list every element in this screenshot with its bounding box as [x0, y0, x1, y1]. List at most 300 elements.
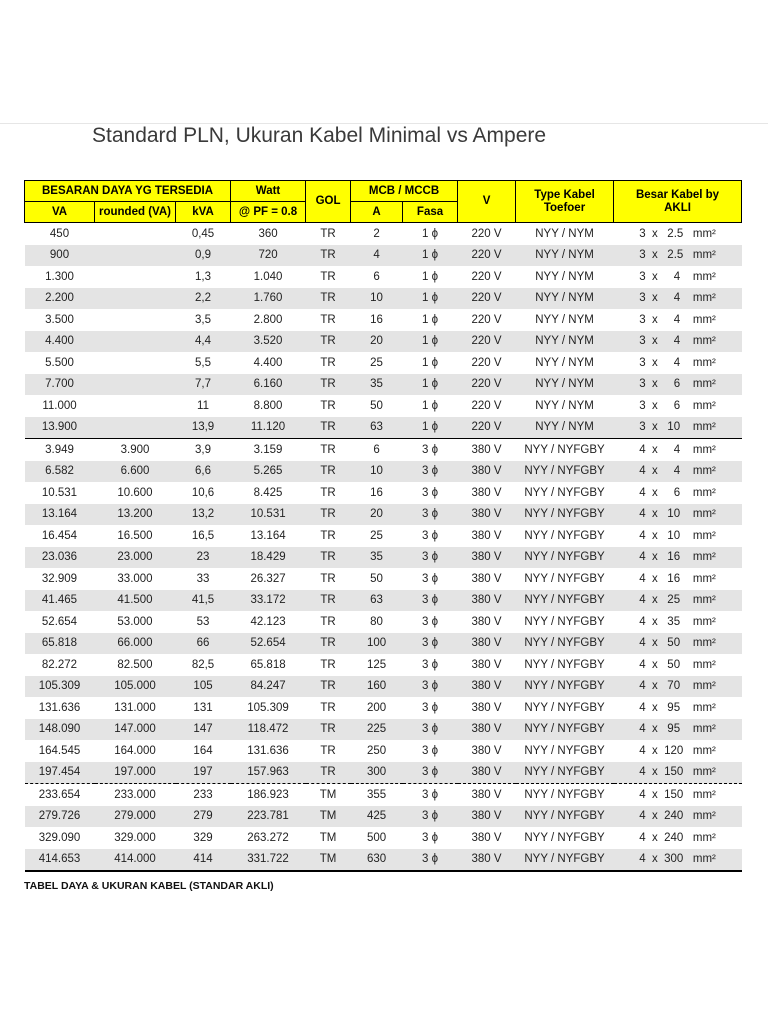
cell-kva: 11: [197, 399, 209, 412]
cell-kva: 279: [176, 806, 231, 828]
cell-type: NYY / NYFGBY: [516, 784, 614, 806]
cell-fasa: 3 ϕ: [403, 439, 458, 461]
cell-gol: TR: [320, 227, 336, 240]
cell-kva: 233: [176, 784, 231, 806]
cell-v: 220 V: [471, 270, 502, 283]
header-kva: kVA: [176, 202, 231, 223]
cell-v: 380 V: [458, 676, 516, 698]
cell-kva: 0,9: [176, 245, 231, 267]
cell-kva: 7,7: [176, 374, 231, 396]
cell-gol: TR: [306, 331, 351, 353]
cell-rounded: 197.000: [95, 762, 176, 784]
cell-kva: 5,5: [195, 356, 212, 369]
cell-type: NYY / NYM: [516, 331, 614, 353]
cell-rounded: 53.000: [117, 615, 153, 628]
cell-watt: 3.159: [231, 439, 306, 461]
cell-watt: 331.722: [231, 849, 306, 872]
cell-fasa: 3 ϕ: [422, 615, 439, 628]
cell-a: 4: [351, 245, 403, 267]
cell-a: 63: [351, 417, 403, 439]
table-row: [25, 697, 742, 719]
cell-fasa: 3 ϕ: [403, 504, 458, 526]
table-row: [25, 525, 742, 547]
cell-v: 380 V: [458, 719, 516, 741]
cell-rounded: 329.000: [114, 831, 156, 844]
cell-size: 4 x 16 mm²: [639, 572, 716, 585]
cell-rounded: [95, 374, 176, 396]
cell-size: 4 x 10 mm²: [639, 529, 716, 542]
cell-rounded: 131.000: [114, 701, 156, 714]
cell-v: 380 V: [471, 744, 502, 757]
cell-watt: 1.040: [253, 270, 283, 283]
cell-va: 6.582: [25, 461, 95, 483]
cell-watt: 33.172: [231, 590, 306, 612]
cell-rounded: [95, 288, 176, 310]
cell-watt: 263.272: [247, 831, 289, 844]
cell-v: 380 V: [471, 486, 502, 499]
cell-va: 1.300: [45, 270, 74, 283]
cell-type: NYY / NYFGBY: [516, 806, 614, 828]
cell-type: NYY / NYM: [516, 417, 614, 439]
cell-type: NYY / NYM: [516, 374, 614, 396]
header-type-kabel: Type Kabel Toefoer: [516, 181, 614, 223]
cell-kva: 13,9: [176, 417, 231, 439]
cell-fasa: 3 ϕ: [403, 676, 458, 698]
cell-type: NYY / NYFGBY: [516, 547, 614, 569]
cell-rounded: 105.000: [95, 676, 176, 698]
cell-watt: 2.800: [253, 313, 283, 326]
cell-va: 329.090: [38, 831, 81, 844]
cell-fasa: 1 ϕ: [403, 331, 458, 353]
cell-va: 2.200: [25, 288, 95, 310]
cell-a: 20: [351, 504, 403, 526]
table-row: [25, 654, 742, 676]
cell-kva: 3,9: [176, 439, 231, 461]
cell-va: 105.309: [25, 676, 95, 698]
cell-a: 25: [370, 529, 383, 542]
cell-rounded: [95, 223, 176, 245]
cell-type: NYY / NYFGBY: [516, 504, 614, 526]
cell-v: 220 V: [458, 417, 516, 439]
table-row: [25, 806, 742, 828]
cell-type: NYY / NYFGBY: [516, 461, 614, 483]
cell-v: 220 V: [458, 331, 516, 353]
cell-fasa: 3 ϕ: [422, 831, 439, 844]
cell-watt: 3.520: [231, 331, 306, 353]
cell-v: 380 V: [458, 784, 516, 806]
cell-va: 148.090: [25, 719, 95, 741]
cell-a: 16: [370, 486, 383, 499]
cell-size: 4 x 25 mm²: [614, 590, 742, 612]
cell-kva: 23: [176, 547, 231, 569]
table-row: [25, 461, 742, 483]
cell-kva: 197: [176, 762, 231, 784]
cell-watt: 84.247: [231, 676, 306, 698]
header-besaran-daya: BESARAN DAYA YG TERSEDIA: [25, 181, 231, 202]
cell-size: 4 x 95 mm²: [639, 701, 716, 714]
cell-size: 3 x 4 mm²: [639, 356, 716, 369]
cell-type: NYY / NYFGBY: [516, 762, 614, 784]
table-row: [25, 288, 742, 310]
cell-gol: TR: [306, 461, 351, 483]
cell-size: 4 x 6 mm²: [639, 486, 716, 499]
cell-kva: 33: [196, 572, 210, 585]
cell-gol: TR: [320, 658, 336, 671]
cell-type: NYY / NYFGBY: [524, 831, 605, 844]
cell-gol: TR: [320, 615, 336, 628]
cell-gol: TM: [306, 849, 351, 872]
header-a: A: [351, 202, 403, 223]
cell-fasa: 3 ϕ: [403, 633, 458, 655]
cell-a: 35: [351, 547, 403, 569]
cell-watt: 4.400: [253, 356, 283, 369]
cell-rounded: 82.500: [117, 658, 153, 671]
header-mcb: MCB / MCCB: [351, 181, 458, 202]
cell-gol: TR: [320, 486, 336, 499]
cell-size: 3 x 4 mm²: [639, 313, 716, 326]
cell-gol: TM: [319, 831, 337, 844]
cell-a: 425: [351, 806, 403, 828]
table-row: [25, 590, 742, 612]
cell-rounded: [95, 352, 176, 374]
cell-a: 25: [370, 356, 383, 369]
table-row: [25, 611, 742, 633]
cell-fasa: 3 ϕ: [403, 590, 458, 612]
cell-kva: 10,6: [191, 486, 215, 499]
cell-size: 4 x 300 mm²: [614, 849, 742, 872]
table-row: [25, 784, 742, 806]
cell-gol: TR: [306, 719, 351, 741]
cell-va: 65.818: [25, 633, 95, 655]
cell-watt: 26.327: [250, 572, 286, 585]
cell-rounded: [95, 331, 176, 353]
cell-v: 220 V: [458, 288, 516, 310]
table-row: [25, 417, 742, 439]
cell-v: 380 V: [471, 572, 502, 585]
table-row: [25, 676, 742, 698]
cell-size: 3 x 6 mm²: [614, 374, 742, 396]
table-row: [25, 849, 742, 872]
table-row: [25, 223, 742, 245]
cell-size: 4 x 70 mm²: [614, 676, 742, 698]
cell-va: 82.272: [41, 658, 78, 671]
cell-fasa: 1 ϕ: [422, 399, 439, 412]
table-row: [25, 309, 742, 331]
table-row: [25, 352, 742, 374]
cell-v: 380 V: [458, 806, 516, 828]
cell-fasa: 3 ϕ: [403, 719, 458, 741]
cell-v: 380 V: [458, 504, 516, 526]
cell-gol: TR: [320, 701, 336, 714]
cell-fasa: 1 ϕ: [422, 313, 439, 326]
cell-v: 380 V: [458, 439, 516, 461]
cell-a: 2: [373, 227, 380, 240]
cell-kva: 147: [176, 719, 231, 741]
cell-v: 220 V: [471, 313, 502, 326]
cell-a: 63: [351, 590, 403, 612]
cell-va: 41.465: [25, 590, 95, 612]
cell-gol: TM: [306, 784, 351, 806]
table-row: [25, 633, 742, 655]
cell-rounded: [95, 395, 176, 417]
cell-watt: 65.818: [250, 658, 286, 671]
cell-type: NYY / NYFGBY: [516, 676, 614, 698]
cell-v: 380 V: [458, 633, 516, 655]
cell-gol: TR: [306, 590, 351, 612]
cell-v: 220 V: [458, 374, 516, 396]
table-row: [25, 827, 742, 849]
cell-size: 4 x 35 mm²: [639, 615, 716, 628]
cell-kva: 131: [193, 701, 213, 714]
cell-type: NYY / NYM: [535, 270, 594, 283]
table-row: [25, 482, 742, 504]
cell-watt: 1.760: [231, 288, 306, 310]
cell-size: 4 x 240 mm²: [614, 806, 742, 828]
header-va: VA: [25, 202, 95, 223]
cell-watt: 105.309: [247, 701, 289, 714]
cell-type: NYY / NYFGBY: [524, 658, 605, 671]
header-gol: GOL: [306, 181, 351, 223]
cell-kva: 13,2: [176, 504, 231, 526]
cell-type: NYY / NYM: [516, 245, 614, 267]
cell-gol: TR: [306, 417, 351, 439]
cell-watt: 360: [258, 227, 278, 240]
header-v: V: [458, 181, 516, 223]
cell-gol: TR: [306, 676, 351, 698]
cell-type: NYY / NYFGBY: [524, 744, 605, 757]
cell-va: 279.726: [25, 806, 95, 828]
cell-gol: TR: [306, 504, 351, 526]
cell-fasa: 3 ϕ: [403, 806, 458, 828]
cell-fasa: 1 ϕ: [403, 288, 458, 310]
cell-type: NYY / NYFGBY: [516, 633, 614, 655]
cell-a: 16: [370, 313, 383, 326]
cell-kva: 3,5: [195, 313, 212, 326]
table-row: [25, 568, 742, 590]
cell-fasa: 3 ϕ: [403, 849, 458, 872]
cell-type: NYY / NYM: [516, 288, 614, 310]
cell-a: 80: [370, 615, 383, 628]
cell-kva: 16,5: [191, 529, 215, 542]
cell-type: NYY / NYFGBY: [516, 719, 614, 741]
cell-size: 4 x 150 mm²: [614, 784, 742, 806]
cell-a: 225: [351, 719, 403, 741]
cell-rounded: 414.000: [95, 849, 176, 872]
cell-va: 5.500: [45, 356, 74, 369]
cell-rounded: 33.000: [117, 572, 153, 585]
cell-type: NYY / NYFGBY: [524, 486, 605, 499]
cell-fasa: 3 ϕ: [403, 461, 458, 483]
cell-a: 6: [373, 270, 380, 283]
table-row: [25, 331, 742, 353]
cell-gol: TR: [320, 270, 336, 283]
cell-watt: 10.531: [231, 504, 306, 526]
cell-rounded: 41.500: [95, 590, 176, 612]
cell-gol: TR: [306, 762, 351, 784]
cell-rounded: [95, 245, 176, 267]
cell-gol: TR: [320, 529, 336, 542]
cell-rounded: [95, 417, 176, 439]
cell-kva: 66: [176, 633, 231, 655]
cell-rounded: 13.200: [95, 504, 176, 526]
cell-va: 450: [49, 227, 70, 240]
cell-va: 3.949: [25, 439, 95, 461]
table-row: [25, 504, 742, 526]
cell-v: 220 V: [458, 245, 516, 267]
cell-fasa: 3 ϕ: [422, 572, 439, 585]
cell-va: 4.400: [25, 331, 95, 353]
header-rounded: rounded (VA): [95, 202, 176, 223]
cell-rounded: [95, 309, 176, 331]
cell-va: 3.500: [45, 313, 74, 326]
cell-size: 3 x 4 mm²: [614, 288, 742, 310]
cell-watt: 223.781: [231, 806, 306, 828]
cell-size: 4 x 4 mm²: [614, 439, 742, 461]
cell-v: 220 V: [471, 356, 502, 369]
cell-rounded: 6.600: [95, 461, 176, 483]
cell-a: 300: [351, 762, 403, 784]
table-caption: TABEL DAYA & UKURAN KABEL (STANDAR AKLI): [24, 880, 274, 892]
cell-watt: 5.265: [231, 461, 306, 483]
cell-watt: 8.800: [253, 399, 283, 412]
table-row: [25, 547, 742, 569]
cell-a: 630: [351, 849, 403, 872]
cell-va: 197.454: [25, 762, 95, 784]
cell-va: 7.700: [25, 374, 95, 396]
cell-va: 131.636: [38, 701, 81, 714]
cell-a: 160: [351, 676, 403, 698]
cell-va: 414.653: [25, 849, 95, 872]
cell-va: 164.545: [38, 744, 81, 757]
cell-fasa: 3 ϕ: [403, 784, 458, 806]
cell-type: NYY / NYFGBY: [524, 615, 605, 628]
table-row: [25, 395, 742, 417]
table-body: [25, 223, 742, 872]
cell-fasa: 1 ϕ: [403, 417, 458, 439]
cell-watt: 42.123: [250, 615, 286, 628]
cell-a: 500: [366, 831, 387, 844]
cell-v: 380 V: [458, 590, 516, 612]
cell-size: 3 x 2.5 mm²: [639, 227, 716, 240]
table-row: [25, 740, 742, 762]
cell-gol: TR: [306, 288, 351, 310]
cell-v: 220 V: [471, 227, 502, 240]
cell-size: 3 x 6 mm²: [639, 399, 716, 412]
cell-v: 380 V: [471, 831, 502, 844]
cell-v: 220 V: [471, 399, 502, 412]
cell-kva: 105: [176, 676, 231, 698]
cell-size: 4 x 4 mm²: [614, 461, 742, 483]
table-row: [25, 266, 742, 288]
cell-rounded: 3.900: [95, 439, 176, 461]
cell-rounded: 279.000: [95, 806, 176, 828]
cable-table: [24, 180, 742, 872]
header-fasa: Fasa: [403, 202, 458, 223]
cell-fasa: 1 ϕ: [422, 356, 439, 369]
cell-gol: TR: [320, 356, 336, 369]
cell-type: NYY / NYM: [535, 356, 594, 369]
header-besar-kabel: Besar Kabel by AKLI: [614, 181, 742, 223]
cell-va: 32.909: [41, 572, 78, 585]
cell-fasa: 1 ϕ: [403, 245, 458, 267]
cell-va: 13.900: [25, 417, 95, 439]
cell-fasa: 3 ϕ: [403, 547, 458, 569]
cell-rounded: 16.500: [117, 529, 153, 542]
cell-kva: 1,3: [195, 270, 212, 283]
cell-fasa: 3 ϕ: [403, 762, 458, 784]
cell-fasa: 1 ϕ: [403, 374, 458, 396]
cell-size: 4 x 16 mm²: [614, 547, 742, 569]
cell-size: 4 x 95 mm²: [614, 719, 742, 741]
cell-rounded: 233.000: [95, 784, 176, 806]
cell-kva: 82,5: [191, 658, 215, 671]
cell-type: NYY / NYM: [535, 399, 594, 412]
cell-v: 380 V: [458, 461, 516, 483]
cell-rounded: 10.600: [117, 486, 153, 499]
cell-type: NYY / NYFGBY: [524, 572, 605, 585]
cell-a: 355: [351, 784, 403, 806]
cell-watt: 8.425: [253, 486, 283, 499]
cell-rounded: 66.000: [95, 633, 176, 655]
cell-type: NYY / NYFGBY: [516, 439, 614, 461]
cell-v: 380 V: [471, 529, 502, 542]
cell-kva: 329: [193, 831, 213, 844]
cell-type: NYY / NYFGBY: [516, 849, 614, 872]
cell-a: 35: [351, 374, 403, 396]
cell-va: 900: [25, 245, 95, 267]
cell-fasa: 1 ϕ: [422, 227, 439, 240]
cell-size: 3 x 2.5 mm²: [614, 245, 742, 267]
cell-kva: 164: [193, 744, 213, 757]
cell-a: 50: [370, 572, 383, 585]
table-row: [25, 719, 742, 741]
cell-v: 380 V: [471, 658, 502, 671]
cell-gol: TR: [320, 572, 336, 585]
cell-rounded: 164.000: [114, 744, 156, 757]
header-watt: Watt: [231, 181, 306, 202]
cell-kva: 41,5: [176, 590, 231, 612]
cell-gol: TR: [306, 245, 351, 267]
cell-fasa: 3 ϕ: [422, 658, 439, 671]
cell-kva: 414: [176, 849, 231, 872]
cell-a: 10: [351, 461, 403, 483]
cell-gol: TM: [306, 806, 351, 828]
cell-gol: TR: [306, 439, 351, 461]
cell-watt: 131.636: [247, 744, 289, 757]
cell-watt: 52.654: [231, 633, 306, 655]
cell-fasa: 3 ϕ: [422, 486, 439, 499]
cell-fasa: 3 ϕ: [422, 744, 439, 757]
cell-size: 4 x 50 mm²: [614, 633, 742, 655]
cell-a: 6: [351, 439, 403, 461]
cell-size: 4 x 10 mm²: [614, 504, 742, 526]
cell-size: 4 x 150 mm²: [614, 762, 742, 784]
cell-kva: 4,4: [176, 331, 231, 353]
cell-watt: 13.164: [250, 529, 286, 542]
cell-va: 16.454: [41, 529, 78, 542]
table-row: [25, 439, 742, 461]
cell-watt: 6.160: [231, 374, 306, 396]
cell-fasa: 1 ϕ: [422, 270, 439, 283]
cell-gol: TR: [320, 313, 336, 326]
cell-fasa: 3 ϕ: [422, 701, 439, 714]
cell-size: 3 x 4 mm²: [639, 270, 716, 283]
cell-v: 380 V: [471, 615, 502, 628]
cell-a: 250: [366, 744, 387, 757]
cell-gol: TR: [320, 399, 336, 412]
cell-v: 380 V: [458, 547, 516, 569]
cell-size: 4 x 240 mm²: [639, 831, 716, 844]
